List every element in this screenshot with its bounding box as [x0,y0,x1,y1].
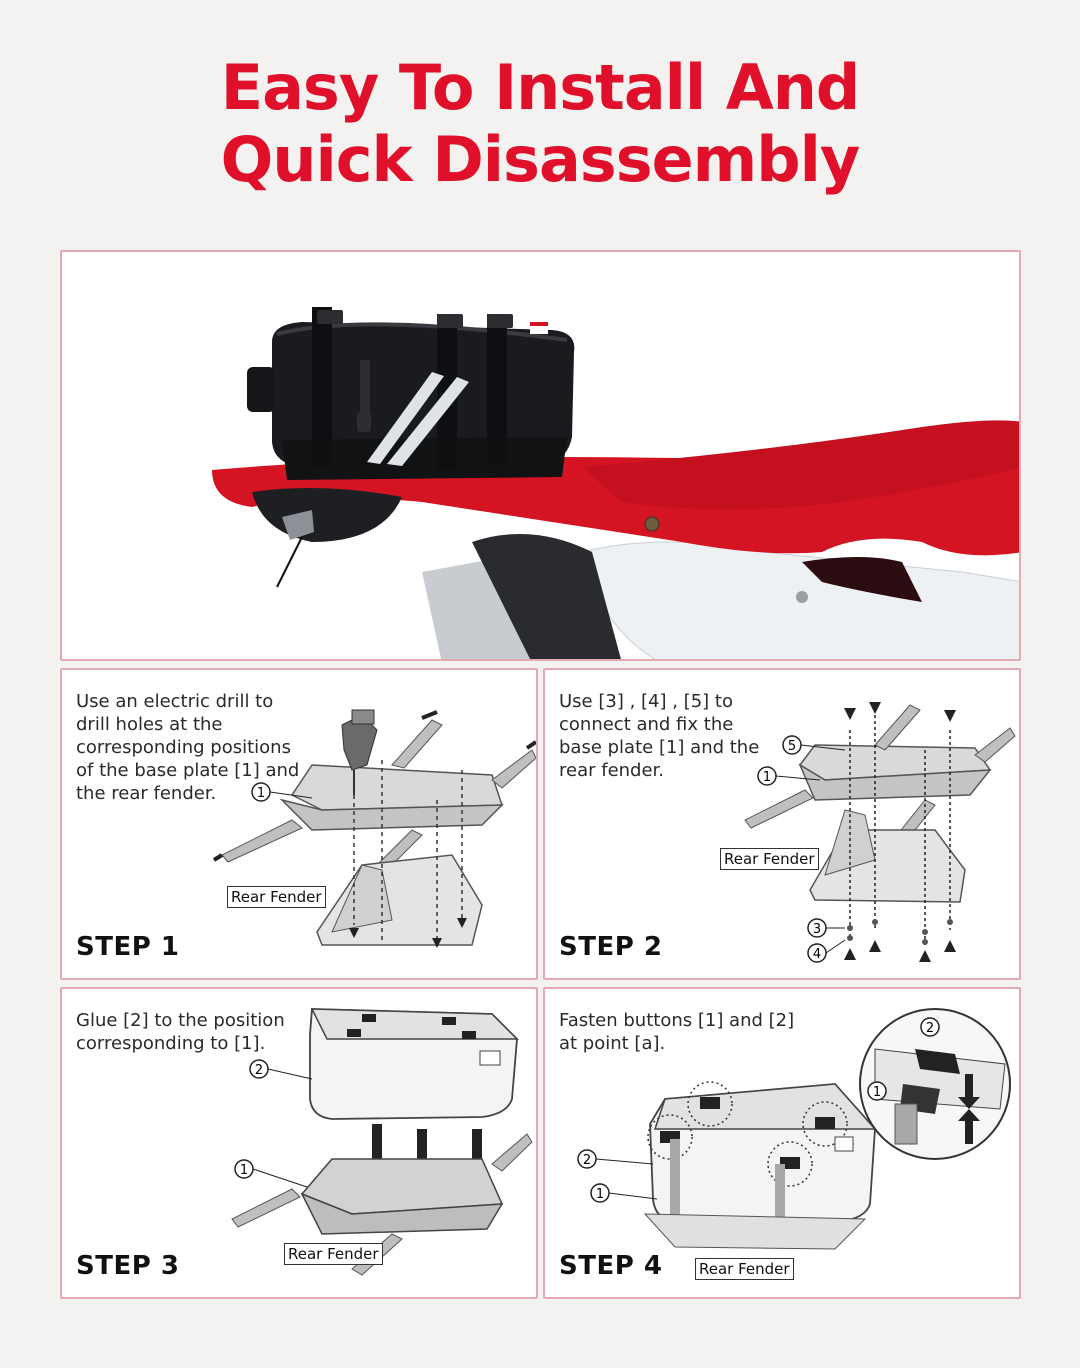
step-1-rear-fender-label: Rear Fender [227,886,326,908]
step-2-marker-1: 1 [762,770,772,785]
step-4-label: STEP 4 [559,1251,663,1281]
step-1-panel [60,668,538,980]
step-4-zoom-marker-1: 1 [872,1085,882,1100]
step-2-panel [543,668,1021,980]
title-line-2: Quick Disassembly [220,123,860,196]
step-2-label: STEP 2 [559,932,663,962]
step-3-marker-1: 1 [239,1163,249,1178]
step-2-rear-fender-label: Rear Fender [720,848,819,870]
step-4-rear-fender-label: Rear Fender [695,1258,794,1280]
title-line-1: Easy To Install And [220,51,860,124]
step-3-label: STEP 3 [76,1251,180,1281]
step-1-label: STEP 1 [76,932,180,962]
hero-product-photo [60,250,1021,661]
step-4-marker-2: 2 [582,1153,592,1168]
page-title [0,52,1080,196]
step-3-description: Glue [2] to the position corresponding to [1]. [76,1010,285,1054]
step-3-rear-fender-label: Rear Fender [284,1243,383,1265]
step-4-description: Fasten buttons [1] and [2] at point [a]. [559,1010,795,1054]
step-2-marker-4: 4 [812,947,822,962]
step-3-panel [60,987,538,1299]
motorcycle-bag-illustration [62,252,1021,661]
step-2-description: Use [3] , [4] , [5] to connect and fix the base plate [1] and the rear fender. [559,691,760,781]
step-2-marker-3: 3 [812,922,822,937]
step-1-description: Use an electric drill to drill holes at the corresponding positions of the base plate [1] and the rear fender. [76,691,300,804]
step-4-marker-1: 1 [595,1187,605,1202]
step-1-marker-1: 1 [256,786,266,801]
step-2-marker-5: 5 [787,739,797,754]
step-3-marker-2: 2 [254,1063,264,1078]
step-4-panel [543,987,1021,1299]
step-4-zoom-marker-2: 2 [925,1021,935,1036]
